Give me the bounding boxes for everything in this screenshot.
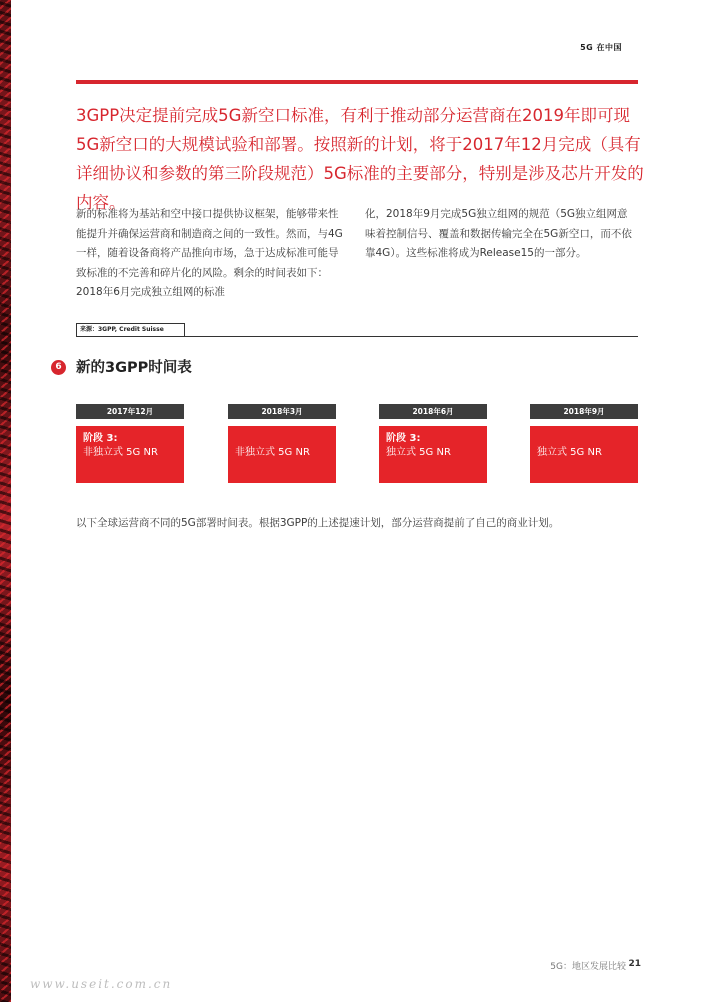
timeline-name: 非独立式 5G NR [235,447,310,458]
header-divider [76,80,638,84]
page-number: 21 [628,959,641,969]
timeline-card [228,426,336,483]
source-note: 来源：3GPP, Credit Suisse [76,323,185,336]
watermark: www.useit.com.cn [30,977,173,991]
timeline-date: 2018年6月 [379,404,487,419]
figure-number-badge: 6 [51,360,66,375]
timeline-date: 2018年3月 [228,404,336,419]
timeline-name: 非独立式 5G NR [83,447,158,458]
timeline-name: 独立式 5G NR [386,447,451,458]
intro-paragraph: 3GPP决定提前完成5G新空口标准，有利于推动部分运营商在2019年即可现5G新空口的大规模试验和部署。按照新的计划，将于2017年12月完成（具有详细协议和参数的第三阶段规范）5G标准的主要部分，特别是涉及芯片开发的内容。 [76,106,644,212]
timeline-column [228,404,336,483]
footer-title: 5G：地区发展比较 [550,962,626,972]
timeline-card [530,426,638,483]
timeline-column [530,404,638,483]
decorative-side-strip [0,0,11,1002]
timeline-column [379,404,487,483]
timeline-date: 2018年9月 [530,404,638,419]
closing-paragraph: 以下全球运营商不同的5G部署时间表。根据3GPP的上述提速计划，部分运营商提前了自己的商业计划。 [76,517,560,529]
body-column-left: 新的标准将为基站和空中接口提供协议框架，能够带来性能提升并确保运营商和制造商之间的一致性。然而，与4G一样，随着设备商将产品推向市场，急于达成标准可能导致标准的不完善和碎片化的风险。剩余的时间表如下：2018年6月完成独立组网的标准 [76,208,343,298]
figure-title: 新的3GPP时间表 [76,360,192,376]
source-divider [76,336,638,337]
timeline-phase: 阶段 3: [386,433,421,444]
timeline-phase: 阶段 3: [83,433,118,444]
timeline-name: 独立式 5G NR [537,447,602,458]
timeline-date: 2017年12月 [76,404,184,419]
timeline-column [76,404,184,483]
section-tag: 5G 在中国 [580,43,622,52]
timeline-card [379,426,487,483]
body-column-right: 化，2018年9月完成5G独立组网的规范（5G独立组网意味着控制信号、覆盖和数据传输完全在5G新空口，而不依靠4G）。这些标准将成为Release15的一部分。 [365,208,632,259]
timeline-card [76,426,184,483]
